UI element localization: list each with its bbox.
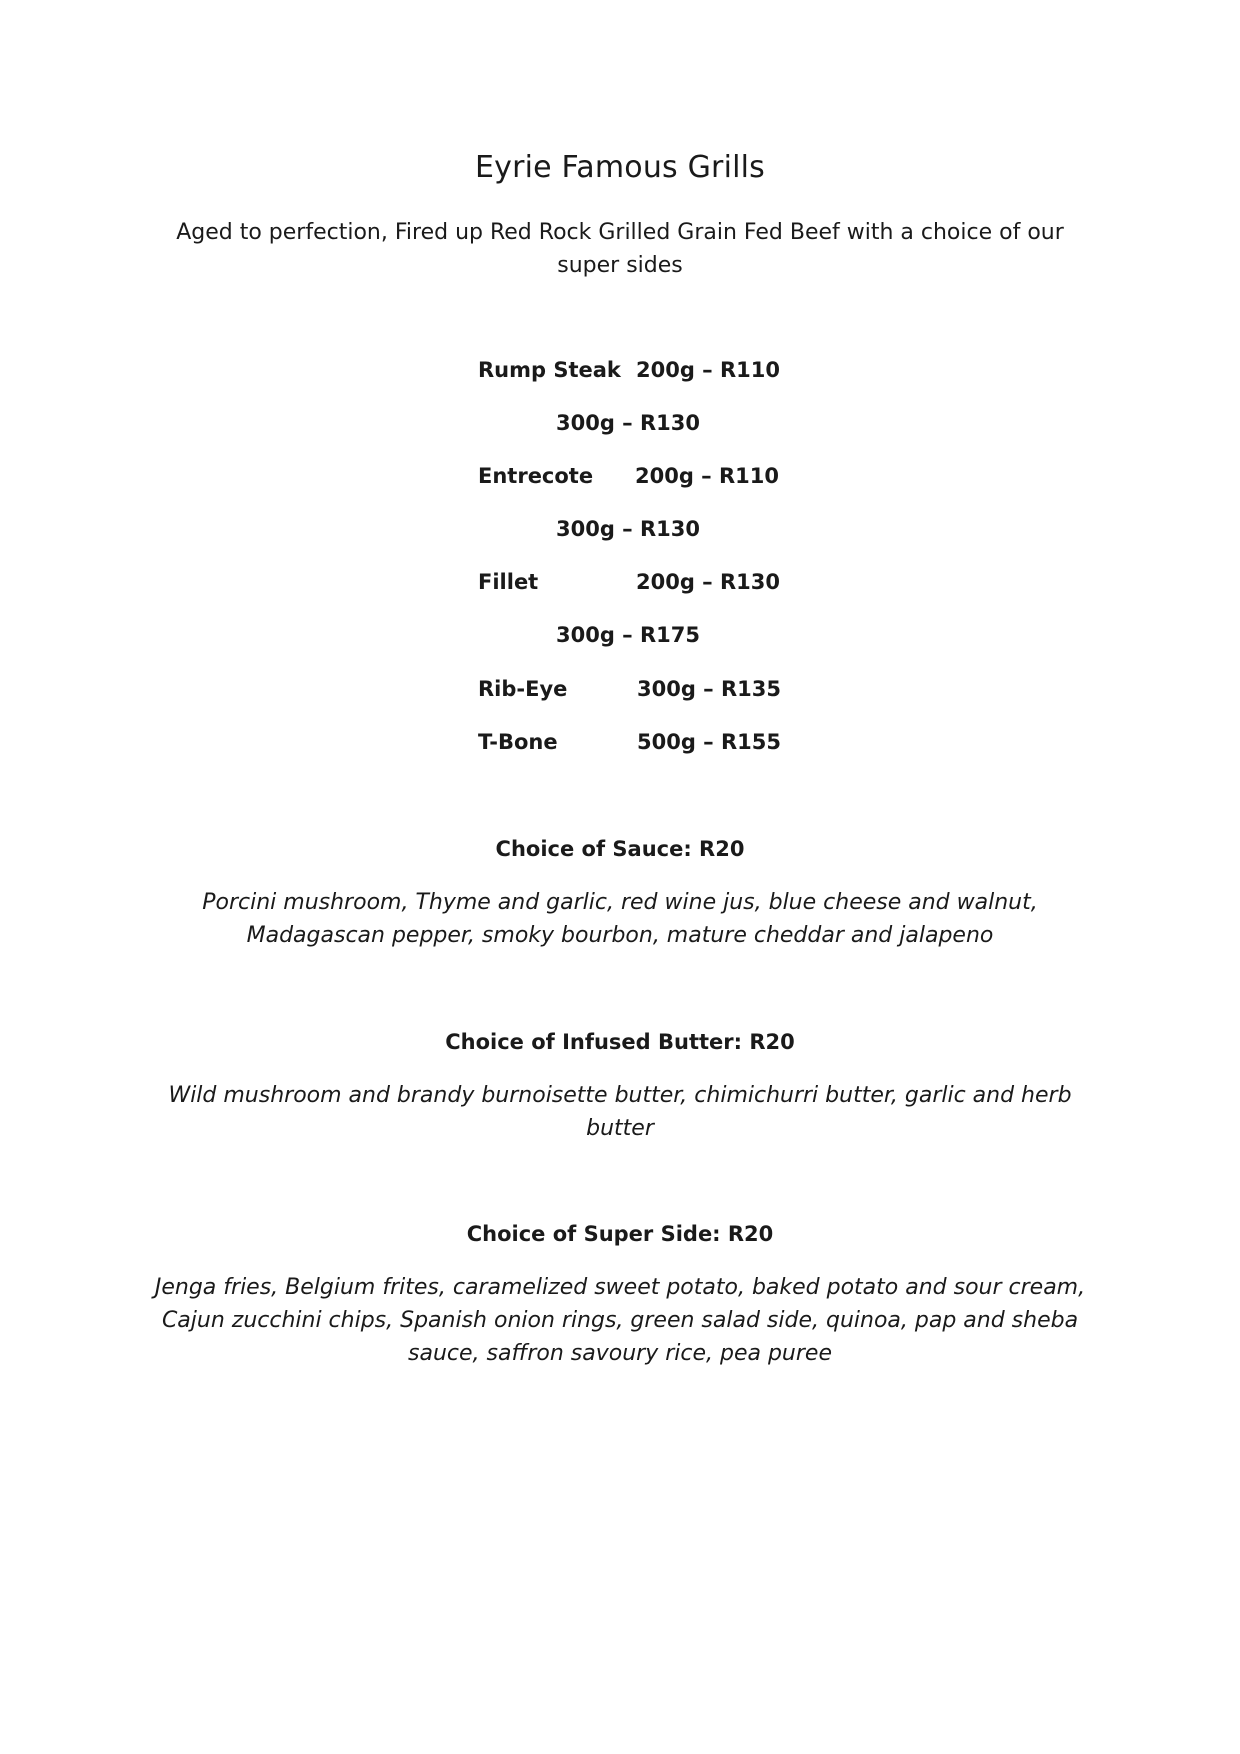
grill-price: 500g – R155 <box>637 730 781 754</box>
sauce-text: Porcini mushroom, Thyme and garlic, red wine jus, blue cheese and walnut, Madagascan pepper, smoky bourbon, mature cheddar and jalapeno <box>202 890 1038 948</box>
grill-row-rump-200 <box>478 358 778 388</box>
grill-name: Entrecote <box>478 464 594 488</box>
grill-row-entrecote-300 <box>478 517 778 547</box>
sauce-heading: Choice of Sauce: R20 <box>495 837 745 861</box>
grill-row-fillet-200 <box>478 570 778 600</box>
grill-row-fillet-300 <box>478 623 778 653</box>
butter-text: Wild mushroom and brandy burnoisette butter, chimichurri butter, garlic and herb butter <box>168 1083 1072 1141</box>
sides-text: Jenga fries, Belgium frites, caramelized sweet potato, baked potato and sour cream, Cajun zucchini chips, Spanish onion rings, green salad side, quinoa, pap and sheba sauce, saffron savoury rice, pea puree <box>154 1275 1086 1366</box>
grill-price: 300g – R130 <box>556 517 700 541</box>
grill-price: 200g – R110 <box>636 358 780 382</box>
menu-title: Eyrie Famous Grills <box>474 150 766 185</box>
grill-name: Rump Steak <box>478 358 621 382</box>
grill-price: 300g – R130 <box>556 411 700 435</box>
sides-heading: Choice of Super Side: R20 <box>466 1222 774 1246</box>
grill-price: 300g – R135 <box>637 677 781 701</box>
grill-row-ribeye <box>478 677 781 707</box>
grill-price: 300g – R175 <box>556 623 700 647</box>
grill-row-rump-300 <box>478 411 778 441</box>
grill-price: 200g – R110 <box>635 464 779 488</box>
grill-name: T-Bone <box>478 730 558 754</box>
menu-intro: Aged to perfection, Fired up Red Rock Grilled Grain Fed Beef with a choice of our super sides <box>176 220 1064 278</box>
butter-heading: Choice of Infused Butter: R20 <box>445 1030 795 1054</box>
grill-name: Fillet <box>478 570 539 594</box>
grill-row-tbone <box>478 730 781 760</box>
grill-name: Rib-Eye <box>478 677 568 701</box>
grill-row-entrecote-200 <box>478 464 778 494</box>
grill-price: 200g – R130 <box>636 570 780 594</box>
